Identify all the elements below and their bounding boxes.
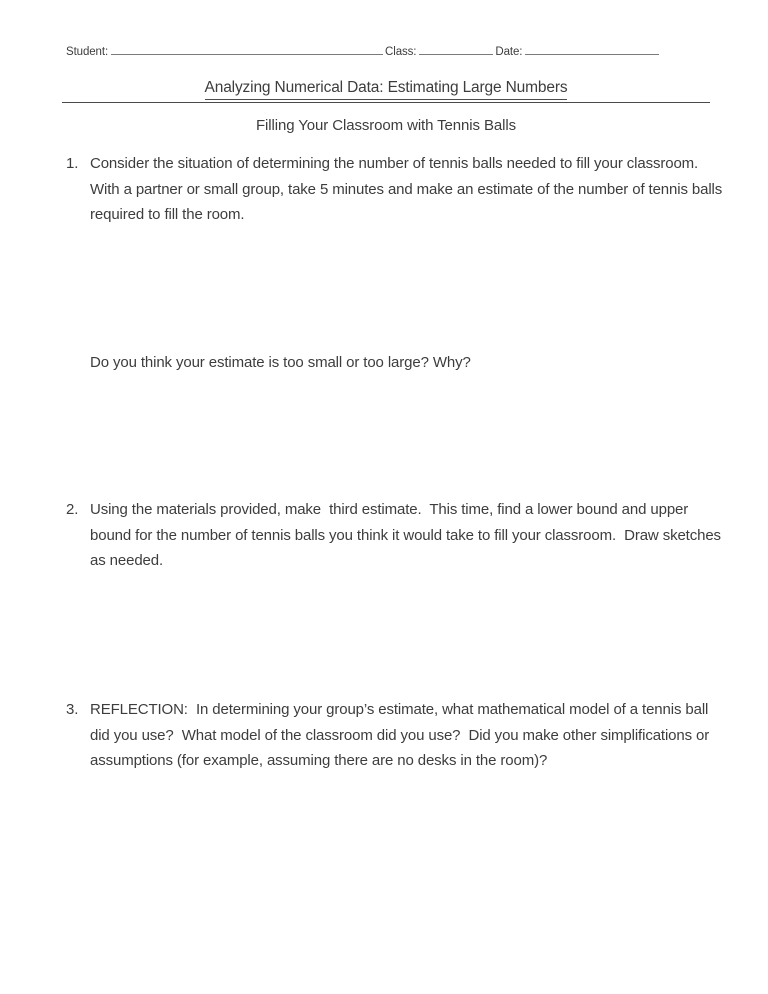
question-item-2 — [62, 497, 730, 574]
student-name-blank[interactable] — [111, 43, 383, 55]
question-number-3: 3. — [66, 701, 79, 718]
page-subtitle: Filling Your Classroom with Tennis Balls — [255, 117, 516, 134]
question-text-3: REFLECTION: In determining your group’s estimate, what mathematical model of a tennis ball did you use? What model of the classroom did you use? Did you make other simplifications or assumptions (for example, assuming there are no desks in the room)? — [90, 701, 714, 769]
answer-space-4[interactable] — [90, 772, 720, 972]
question-number-2: 2. — [66, 501, 79, 518]
question-number-1: 1. — [66, 155, 79, 172]
class-label: Class: — [385, 46, 417, 58]
question-item-1 — [62, 151, 730, 228]
question-text-1: Consider the situation of determining the number of tennis balls needed to fill your classroom. With a partner or small group, take 5 minutes and make an estimate of the number of tennis balls required to fill the room. — [90, 155, 727, 223]
page-title-text: Analyzing Numerical Data: Estimating Large Numbers — [205, 78, 568, 100]
question-text-2: Using the materials provided, make third estimate. This time, find a lower bound and upper bound for the number of tennis balls you think it would take to fill your classroom. Draw sketches as needed. — [90, 501, 725, 569]
page-title — [62, 78, 710, 103]
answer-space-2[interactable] — [90, 376, 720, 494]
sub-question-1: Do you think your estimate is too small or too large? Why? — [90, 354, 471, 371]
question-item-3 — [62, 697, 730, 774]
answer-space-1[interactable] — [90, 224, 720, 346]
answer-space-3[interactable] — [90, 572, 720, 694]
student-label: Student: — [66, 46, 109, 58]
student-info-header — [66, 43, 712, 60]
date-label: Date: — [495, 46, 523, 58]
date-blank[interactable] — [525, 43, 659, 55]
class-blank[interactable] — [419, 43, 493, 55]
